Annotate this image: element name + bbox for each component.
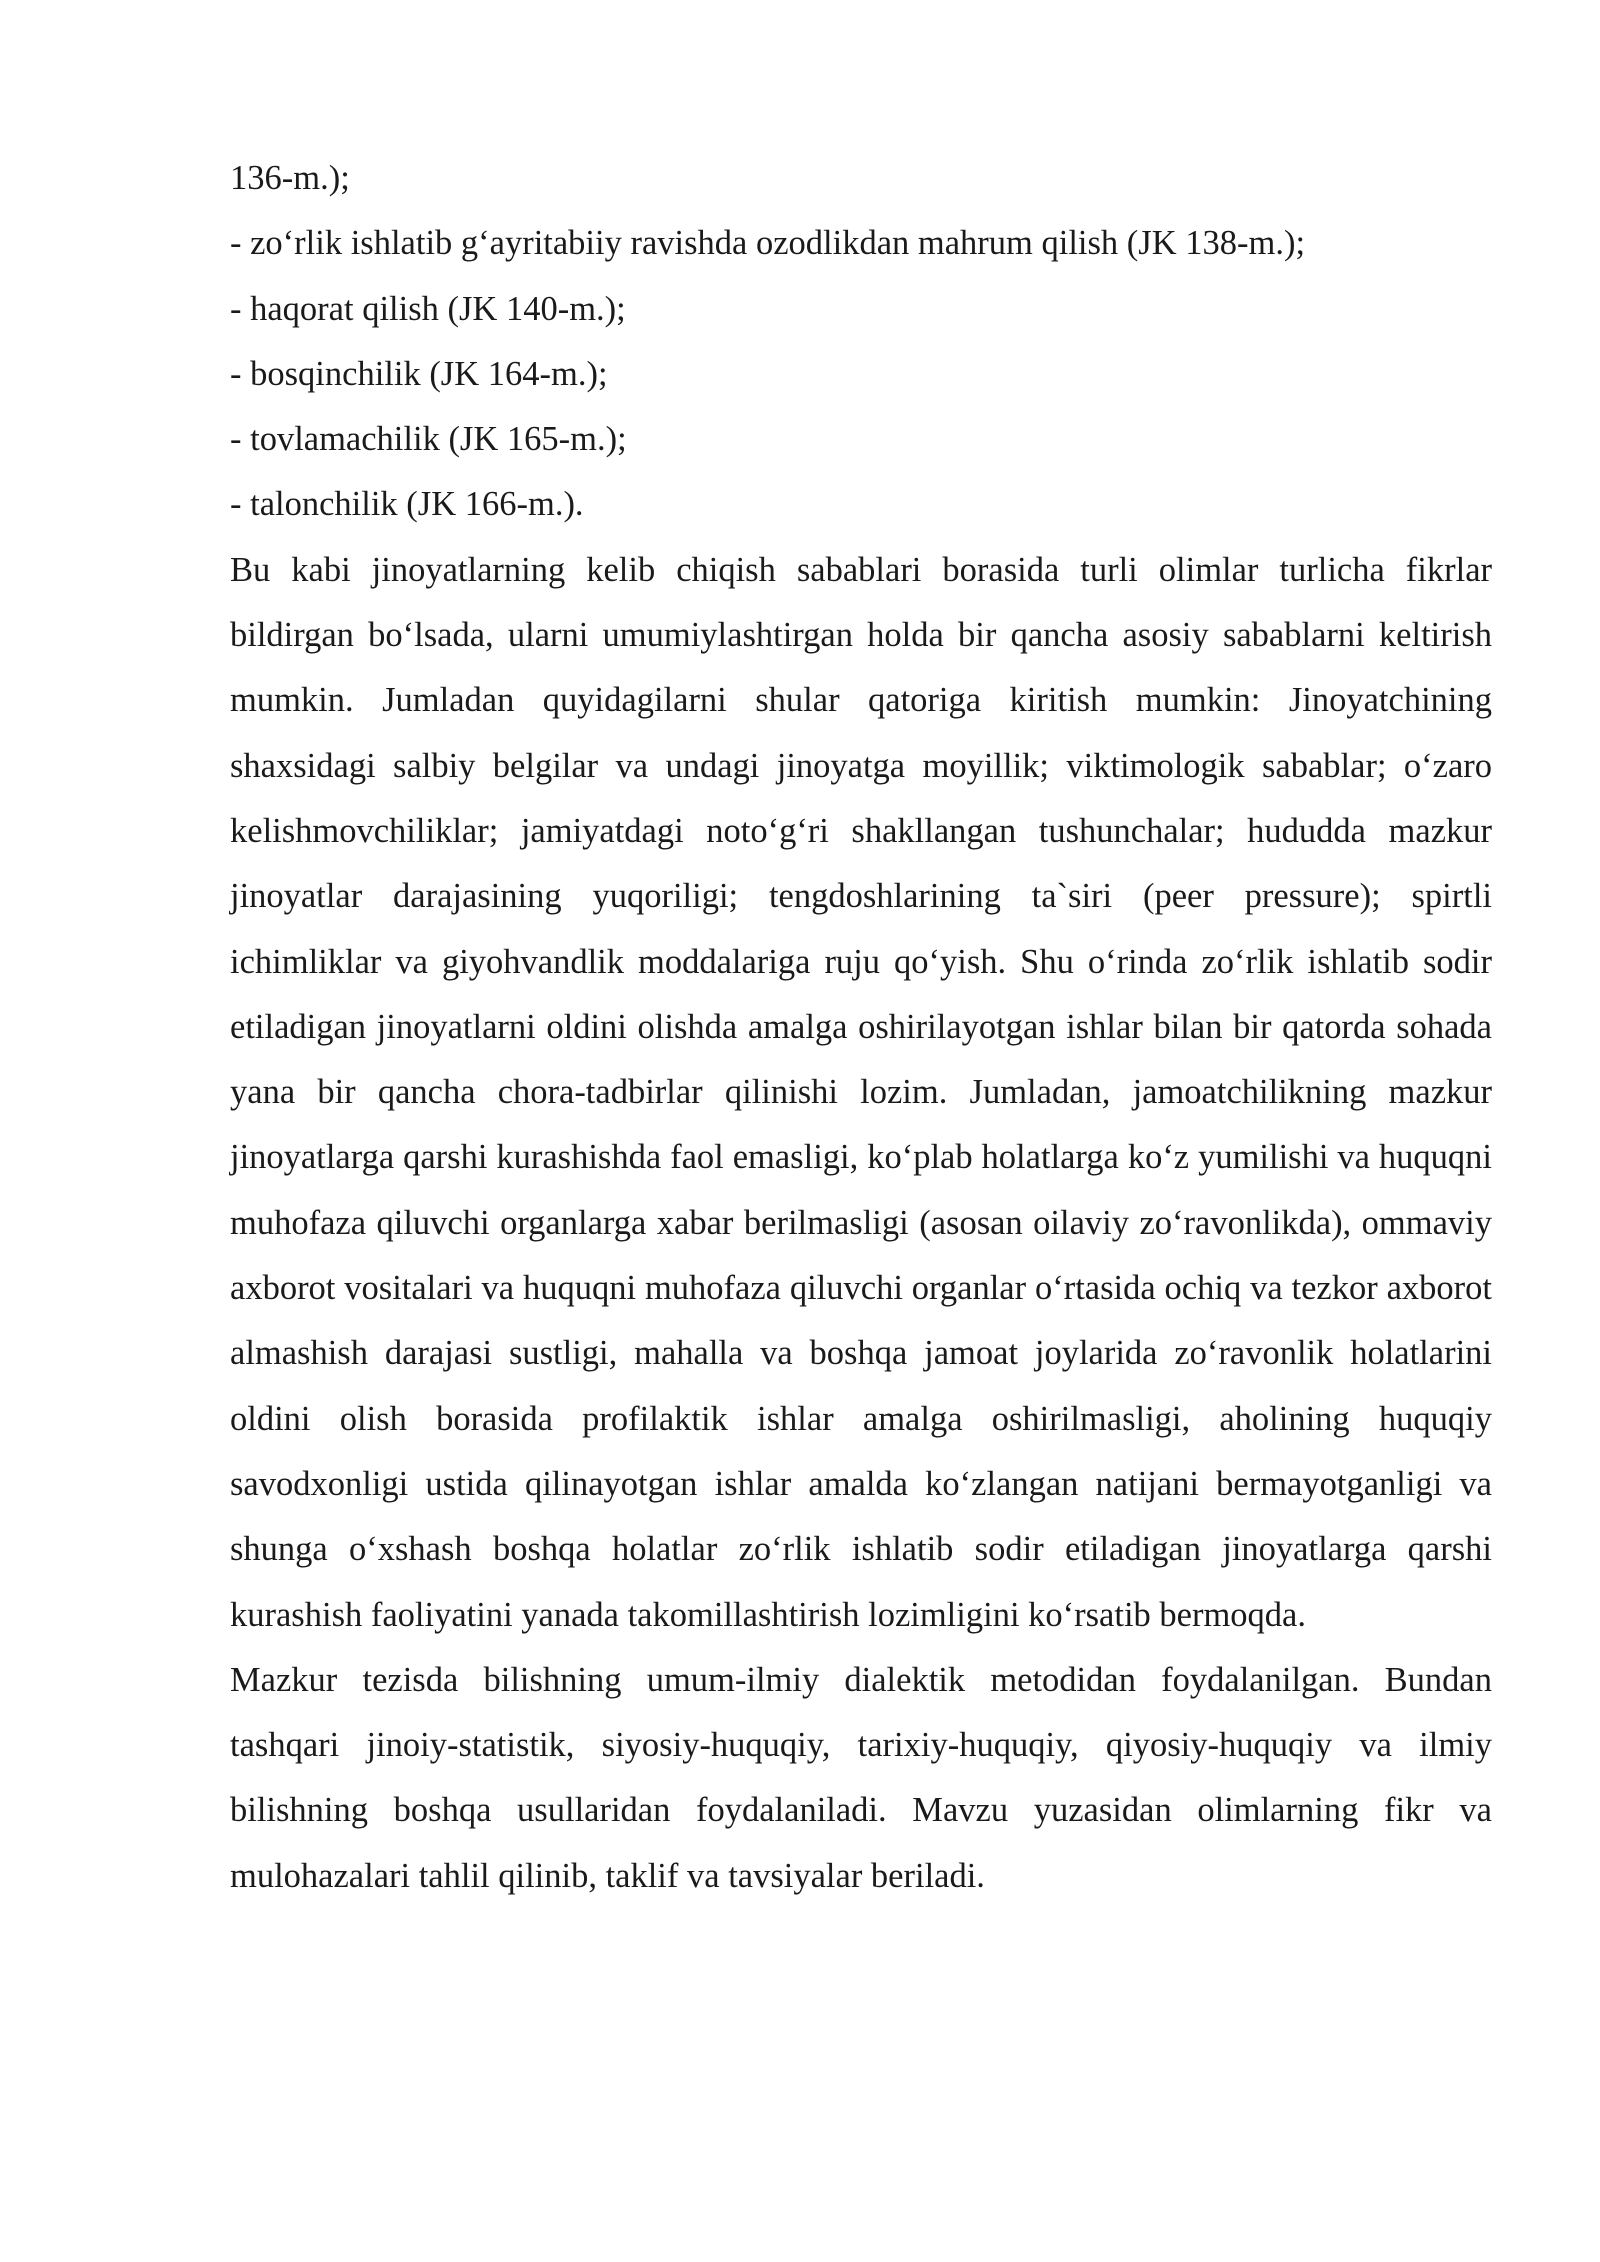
list-item-extortion: - tovlamachilik (JK 165-m.); bbox=[230, 420, 627, 459]
list-item-plunder: - talonchilik (JK 166-m.). bbox=[230, 485, 584, 524]
list-line-continuation: 136-m.); bbox=[230, 159, 350, 197]
document-body bbox=[230, 146, 1492, 1909]
list-item-forced-deprivation: - zoʻrlik ishlatib gʻayritabiiy ravishda ozodlikdan mahrum qilish (JK 138-m.); bbox=[230, 224, 1306, 263]
paragraph-methods: Mazkur tezisda bilishning umum-ilmiy dialektik metodidan foydalanilgan. Bundan tashqari jinoiy-statistik, siyosiy-huquqiy, tarixiy-huquqiy, qiyosiy-huquqiy va ilmiy bilishning boshqa usullaridan foydalaniladi. Mavzu yuzasidan olimlarning fikr va mulohazalari tahlil qilinib, taklif va tavsiyalar beriladi. bbox=[230, 1660, 1492, 1895]
list-item-robbery: - bosqinchilik (JK 164-m.); bbox=[230, 354, 608, 393]
list-item-insult: - haqorat qilish (JK 140-m.); bbox=[230, 289, 626, 328]
paragraph-causes: Bu kabi jinoyatlarning kelib chiqish sabablari borasida turli olimlar turlicha fikrlar bildirgan boʻlsada, ularni umumiylashtirgan holda bir qancha asosiy sabablarni keltirish mumkin. Jumladan quyidagilarni shular qatoriga kiritish mumkin: Jinoyatchining shaxsidagi salbiy belgilar va undagi jinoyatga moyillik; viktimologik sabablar; oʻzaro kelishmovchiliklar; jamiyatdagi notoʻgʻri shakllangan tushunchalar; hududda mazkur jinoyatlar darajasining yuqoriligi; tengdoshlarining ta`siri (peer pressure); spirtli ichimliklar va giyohvandlik moddalariga ruju qoʻyish. Shu oʻrinda zoʻrlik ishlatib sodir etiladigan jinoyatlarni oldini olishda amalga oshirilayotgan ishlar bilan bir qatorda sohada yana bir qancha chora-tadbirlar qilinishi lozim. Jumladan, jamoatchilikning mazkur jinoyatlarga qarshi kurashishda faol emasligi, koʻplab holatlarga koʻz yumilishi va huquqni muhofaza qiluvchi organlarga xabar berilmasligi (asosan oilaviy zoʻravonlikda), ommaviy axborot vositalari va huquqni muhofaza qiluvchi organlar oʻrtasida ochiq va tezkor axborot almashish darajasi sustligi, mahalla va boshqa jamoat joylarida zoʻravonlik holatlarini oldini olish borasida profilaktik ishlar amalga oshirilmasligi, aholining huquqiy savodxonligi ustida qilinayotgan ishlar amalda koʻzlangan natijani bermayotganligi va shunga oʻxshash boshqa holatlar zoʻrlik ishlatib sodir etiladigan jinoyatlarga qarshi kurashish faoliyatini yanada takomillashtirish lozimligini koʻrsatib bermoqda. bbox=[230, 550, 1492, 1634]
